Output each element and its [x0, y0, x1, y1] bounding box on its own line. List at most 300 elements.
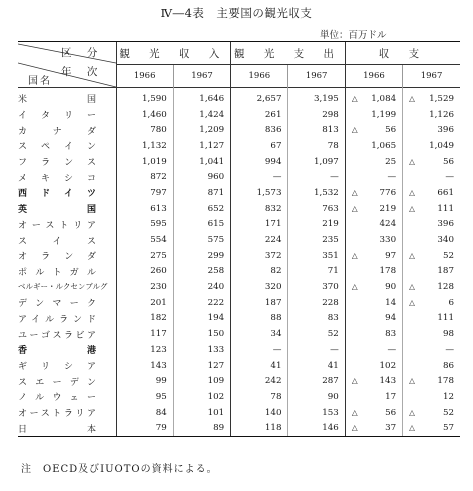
- cell-value: 1,424: [199, 109, 225, 120]
- value-cell: [231, 295, 288, 311]
- cell-value: 1,590: [141, 93, 167, 104]
- value-cell: [173, 201, 230, 217]
- cell-value: 1,049: [429, 140, 454, 151]
- cell-value: 52: [327, 329, 339, 340]
- corner-label-country: 国名: [28, 76, 52, 87]
- value-cell: [345, 326, 402, 342]
- negative-marker-icon: △: [409, 187, 415, 197]
- group-header-expense: 観 光 支 出: [231, 42, 346, 65]
- country-name-cell: [18, 154, 116, 170]
- cell-value: 41: [327, 360, 339, 371]
- cell-value: 224: [264, 235, 282, 246]
- cell-value: 90: [385, 282, 397, 293]
- country-name-cell: [18, 138, 116, 154]
- cell-value: 3,195: [313, 93, 339, 104]
- cell-value: 424: [379, 219, 397, 230]
- table-row: [18, 217, 460, 233]
- value-cell: [173, 342, 230, 358]
- cell-value: 776: [379, 187, 397, 198]
- table-row: [18, 88, 460, 107]
- cell-value: 1,084: [371, 93, 397, 104]
- table-row: [18, 420, 460, 436]
- value-cell: [345, 373, 402, 389]
- cell-value: 41: [270, 360, 282, 371]
- value-cell: [116, 311, 173, 327]
- table-row: [18, 405, 460, 421]
- value-cell: [403, 138, 460, 154]
- value-cell: [116, 342, 173, 358]
- cell-value: 111: [437, 313, 454, 324]
- value-cell: [403, 264, 460, 280]
- country-name: カナダ: [18, 126, 96, 137]
- country-name: 日本: [18, 424, 96, 435]
- cell-value: 102: [207, 391, 225, 402]
- value-cell: [345, 295, 402, 311]
- value-cell: [403, 405, 460, 421]
- value-cell: [231, 88, 288, 107]
- table-row: [18, 169, 460, 185]
- corner-label-category: 区 分: [61, 47, 104, 59]
- cell-value: 56: [385, 407, 397, 418]
- value-cell: [403, 248, 460, 264]
- country-name-cell: [18, 232, 116, 248]
- year-header: 1966: [116, 65, 173, 88]
- cell-value: 351: [322, 250, 339, 261]
- table-row: [18, 295, 460, 311]
- country-name-cell: [18, 88, 116, 107]
- value-cell: [231, 264, 288, 280]
- country-name-cell: [18, 420, 116, 436]
- cell-value: 287: [322, 376, 339, 387]
- table-row: [18, 326, 460, 342]
- country-name: ベルギー・ルクセンブルグ: [18, 282, 108, 292]
- negative-marker-icon: △: [351, 250, 358, 260]
- cell-value: 1,532: [313, 187, 339, 198]
- table-row: [18, 138, 460, 154]
- value-cell: [173, 358, 230, 374]
- value-cell: [116, 107, 173, 123]
- value-cell: [116, 279, 173, 295]
- table-row: [18, 389, 460, 405]
- value-cell: [345, 358, 402, 374]
- value-cell: [288, 295, 345, 311]
- cell-value: 372: [264, 250, 282, 261]
- value-cell: [231, 373, 288, 389]
- cell-value: 127: [207, 360, 225, 371]
- value-cell: [231, 169, 288, 185]
- value-cell: [288, 326, 345, 342]
- value-cell: [345, 232, 402, 248]
- value-cell: [173, 279, 230, 295]
- value-cell: [231, 389, 288, 405]
- value-cell: [173, 420, 230, 436]
- cell-value: 171: [264, 219, 282, 230]
- cell-value: 320: [264, 282, 282, 293]
- year-header: 1966: [231, 65, 288, 88]
- value-cell: [116, 88, 173, 107]
- negative-marker-icon: △: [409, 297, 415, 307]
- value-cell: [403, 217, 460, 233]
- country-name: デンマーク: [18, 299, 96, 310]
- value-cell: [403, 169, 460, 185]
- cell-value: 554: [150, 235, 167, 246]
- negative-marker-icon: △: [409, 156, 415, 166]
- cell-value: 261: [264, 109, 282, 120]
- cell-value: 1,065: [371, 140, 397, 151]
- value-cell: [116, 295, 173, 311]
- value-cell: [116, 358, 173, 374]
- cell-value: 228: [322, 297, 339, 308]
- negative-marker-icon: △: [351, 376, 358, 386]
- table-row: [18, 311, 460, 327]
- cell-value: 219: [379, 203, 397, 214]
- cell-value: —: [272, 172, 282, 183]
- value-cell: [231, 279, 288, 295]
- value-cell: [288, 358, 345, 374]
- value-cell: [231, 154, 288, 170]
- value-cell: [288, 264, 345, 280]
- value-cell: [403, 358, 460, 374]
- value-cell: [173, 232, 230, 248]
- cell-value: —: [445, 344, 454, 355]
- cell-value: 340: [437, 235, 454, 246]
- country-name: オーストリア: [18, 220, 96, 231]
- value-cell: [231, 248, 288, 264]
- cell-value: 118: [264, 423, 282, 434]
- table-row: [18, 279, 460, 295]
- country-name-cell: [18, 217, 116, 233]
- value-cell: [116, 326, 173, 342]
- table-row: [18, 342, 460, 358]
- cell-value: 219: [322, 219, 339, 230]
- country-name: フランス: [18, 158, 96, 169]
- value-cell: [403, 420, 460, 436]
- cell-value: 109: [207, 376, 225, 387]
- cell-value: 143: [379, 376, 397, 387]
- value-cell: [288, 185, 345, 201]
- value-cell: [288, 122, 345, 138]
- value-cell: [116, 264, 173, 280]
- country-name-cell: [18, 279, 116, 295]
- cell-value: 90: [327, 391, 339, 402]
- cell-value: 872: [150, 172, 167, 183]
- cell-value: 83: [327, 313, 339, 324]
- country-name: ノルウェー: [18, 393, 96, 404]
- cell-value: 201: [150, 297, 167, 308]
- cell-value: 6: [448, 297, 454, 308]
- negative-marker-icon: △: [409, 407, 415, 417]
- value-cell: [116, 154, 173, 170]
- value-cell: [345, 122, 402, 138]
- value-cell: [173, 405, 230, 421]
- table-row: [18, 358, 460, 374]
- cell-value: 57: [442, 423, 454, 434]
- cell-value: —: [387, 172, 397, 183]
- country-name-cell: [18, 248, 116, 264]
- cell-value: 88: [270, 313, 282, 324]
- cell-value: 117: [150, 329, 167, 340]
- cell-value: 153: [322, 407, 339, 418]
- cell-value: 832: [264, 203, 282, 214]
- negative-marker-icon: △: [409, 203, 415, 213]
- cell-value: 275: [150, 250, 167, 261]
- value-cell: [173, 169, 230, 185]
- cell-value: 78: [270, 391, 282, 402]
- value-cell: [116, 420, 173, 436]
- cell-value: 1,126: [429, 109, 454, 120]
- country-name: 米国: [18, 95, 96, 106]
- cell-value: 101: [207, 407, 225, 418]
- value-cell: [345, 248, 402, 264]
- negative-marker-icon: △: [351, 187, 358, 197]
- value-cell: [231, 185, 288, 201]
- country-name: イタリー: [18, 111, 96, 122]
- country-name-cell: [18, 373, 116, 389]
- cell-value: 396: [437, 219, 454, 230]
- value-cell: [116, 169, 173, 185]
- value-cell: [173, 107, 230, 123]
- cell-value: —: [330, 344, 339, 355]
- cell-value: 98: [442, 329, 454, 340]
- value-cell: [345, 201, 402, 217]
- value-cell: [231, 201, 288, 217]
- country-name: スエーデン: [18, 377, 96, 388]
- value-cell: [173, 326, 230, 342]
- year-header: 1966: [345, 65, 402, 88]
- value-cell: [116, 232, 173, 248]
- cell-value: —: [330, 172, 339, 183]
- value-cell: [173, 138, 230, 154]
- cell-value: 84: [155, 407, 167, 418]
- value-cell: [231, 122, 288, 138]
- cell-value: 797: [150, 187, 167, 198]
- value-cell: [173, 373, 230, 389]
- negative-marker-icon: △: [409, 93, 415, 103]
- cell-value: 613: [150, 203, 167, 214]
- value-cell: [231, 358, 288, 374]
- cell-value: 330: [379, 235, 397, 246]
- value-cell: [288, 88, 345, 107]
- negative-marker-icon: △: [351, 125, 358, 135]
- country-name-cell: [18, 264, 116, 280]
- value-cell: [345, 279, 402, 295]
- value-cell: [231, 232, 288, 248]
- negative-marker-icon: △: [409, 282, 415, 292]
- value-cell: [403, 154, 460, 170]
- value-cell: [173, 389, 230, 405]
- value-cell: [288, 389, 345, 405]
- cell-value: 1,097: [313, 156, 339, 167]
- cell-value: 194: [207, 313, 225, 324]
- value-cell: [231, 326, 288, 342]
- cell-value: 1,209: [199, 125, 225, 136]
- cell-value: 1,132: [141, 140, 167, 151]
- cell-value: 95: [155, 391, 167, 402]
- table-row: [18, 232, 460, 248]
- negative-marker-icon: △: [351, 423, 358, 433]
- cell-value: 595: [150, 219, 167, 230]
- country-name: メキシコ: [18, 173, 96, 184]
- value-cell: [116, 201, 173, 217]
- table-row: [18, 373, 460, 389]
- cell-value: 615: [207, 219, 225, 230]
- cell-value: 1,460: [141, 109, 167, 120]
- negative-marker-icon: △: [409, 376, 415, 386]
- cell-value: 143: [150, 360, 167, 371]
- value-cell: [288, 248, 345, 264]
- cell-value: 260: [150, 266, 167, 277]
- cell-value: 37: [385, 423, 397, 434]
- corner-label-year: 年 次: [61, 66, 104, 78]
- value-cell: [116, 138, 173, 154]
- country-name-cell: [18, 169, 116, 185]
- cell-value: 67: [270, 140, 282, 151]
- value-cell: [403, 373, 460, 389]
- cell-value: 240: [207, 282, 225, 293]
- cell-value: 871: [207, 187, 225, 198]
- value-cell: [345, 185, 402, 201]
- cell-value: 242: [264, 376, 282, 387]
- cell-value: 1,573: [256, 187, 282, 198]
- cell-value: 230: [150, 282, 167, 293]
- cell-value: 89: [213, 423, 225, 434]
- country-name: 西ドイツ: [18, 189, 96, 200]
- value-cell: [116, 185, 173, 201]
- year-header: 1967: [288, 65, 345, 88]
- cell-value: 123: [150, 344, 167, 355]
- value-cell: [345, 107, 402, 123]
- value-cell: [116, 122, 173, 138]
- cell-value: 150: [207, 329, 225, 340]
- value-cell: [173, 88, 230, 107]
- value-cell: [403, 279, 460, 295]
- group-header-income: 観 光 収 入: [116, 42, 231, 65]
- cell-value: 102: [379, 360, 397, 371]
- negative-marker-icon: △: [351, 282, 358, 292]
- value-cell: [288, 217, 345, 233]
- cell-value: 575: [207, 235, 225, 246]
- cell-value: 1,019: [141, 156, 167, 167]
- negative-marker-icon: △: [351, 203, 358, 213]
- cell-value: 222: [207, 297, 225, 308]
- country-name: 香港: [18, 346, 96, 357]
- country-name: 英国: [18, 205, 96, 216]
- cell-value: 94: [385, 313, 397, 324]
- country-name: アイルランド: [18, 314, 96, 325]
- cell-value: 298: [322, 109, 339, 120]
- country-name-cell: [18, 326, 116, 342]
- cell-value: 813: [322, 125, 339, 136]
- cell-value: 82: [270, 266, 282, 277]
- cell-value: 52: [442, 250, 454, 261]
- value-cell: [288, 405, 345, 421]
- country-name: ユーゴスラビア: [18, 330, 96, 341]
- value-cell: [173, 295, 230, 311]
- value-cell: [288, 154, 345, 170]
- value-cell: [288, 279, 345, 295]
- country-name: スペイン: [18, 142, 96, 153]
- value-cell: [231, 405, 288, 421]
- cell-value: 86: [442, 360, 454, 371]
- cell-value: 299: [207, 250, 225, 261]
- table-row: [18, 248, 460, 264]
- cell-value: —: [387, 344, 397, 355]
- value-cell: [345, 311, 402, 327]
- cell-value: 56: [385, 125, 397, 136]
- source-note: 注 OECD及びIUOTOの資料による。: [21, 464, 218, 475]
- table-row: [18, 154, 460, 170]
- value-cell: [345, 169, 402, 185]
- cell-value: 128: [437, 282, 454, 293]
- unit-label: 単位：百万ドル: [320, 30, 387, 41]
- cell-value: 370: [322, 282, 339, 293]
- value-cell: [288, 138, 345, 154]
- cell-value: 1,127: [199, 140, 225, 151]
- table-row: [18, 107, 460, 123]
- cell-value: 396: [437, 125, 454, 136]
- country-name: オランダ: [18, 252, 96, 263]
- cell-value: 56: [442, 156, 454, 167]
- value-cell: [116, 389, 173, 405]
- table-row: [18, 185, 460, 201]
- cell-value: 235: [322, 235, 339, 246]
- value-cell: [403, 107, 460, 123]
- cell-value: 52: [442, 407, 454, 418]
- value-cell: [403, 342, 460, 358]
- value-cell: [403, 122, 460, 138]
- country-name-cell: [18, 201, 116, 217]
- cell-value: 2,657: [256, 93, 282, 104]
- country-name-cell: [18, 185, 116, 201]
- country-name: ギリシア: [18, 362, 96, 373]
- cell-value: 1,646: [199, 93, 225, 104]
- value-cell: [345, 264, 402, 280]
- country-name-cell: [18, 389, 116, 405]
- value-cell: [288, 311, 345, 327]
- cell-value: 182: [150, 313, 167, 324]
- cell-value: —: [445, 172, 454, 183]
- value-cell: [345, 405, 402, 421]
- cell-value: 99: [155, 376, 167, 387]
- value-cell: [116, 248, 173, 264]
- value-cell: [345, 420, 402, 436]
- value-cell: [345, 138, 402, 154]
- value-cell: [403, 389, 460, 405]
- negative-marker-icon: △: [351, 93, 358, 103]
- value-cell: [403, 201, 460, 217]
- value-cell: [173, 122, 230, 138]
- table-row: [18, 122, 460, 138]
- value-cell: [173, 264, 230, 280]
- cell-value: 763: [322, 203, 339, 214]
- cell-value: 83: [385, 329, 397, 340]
- cell-value: 14: [385, 297, 397, 308]
- cell-value: 1,529: [429, 93, 454, 104]
- value-cell: [173, 185, 230, 201]
- table-title: Ⅳ―4表 主要国の観光収支: [160, 6, 313, 20]
- value-cell: [345, 154, 402, 170]
- country-name: オーストラリア: [18, 409, 96, 420]
- country-name: ポルトガル: [18, 267, 96, 278]
- value-cell: [345, 217, 402, 233]
- country-name-cell: [18, 295, 116, 311]
- cell-value: 34: [270, 329, 282, 340]
- cell-value: 178: [379, 266, 397, 277]
- value-cell: [173, 217, 230, 233]
- value-cell: [288, 342, 345, 358]
- country-name-cell: [18, 107, 116, 123]
- year-header: 1967: [173, 65, 230, 88]
